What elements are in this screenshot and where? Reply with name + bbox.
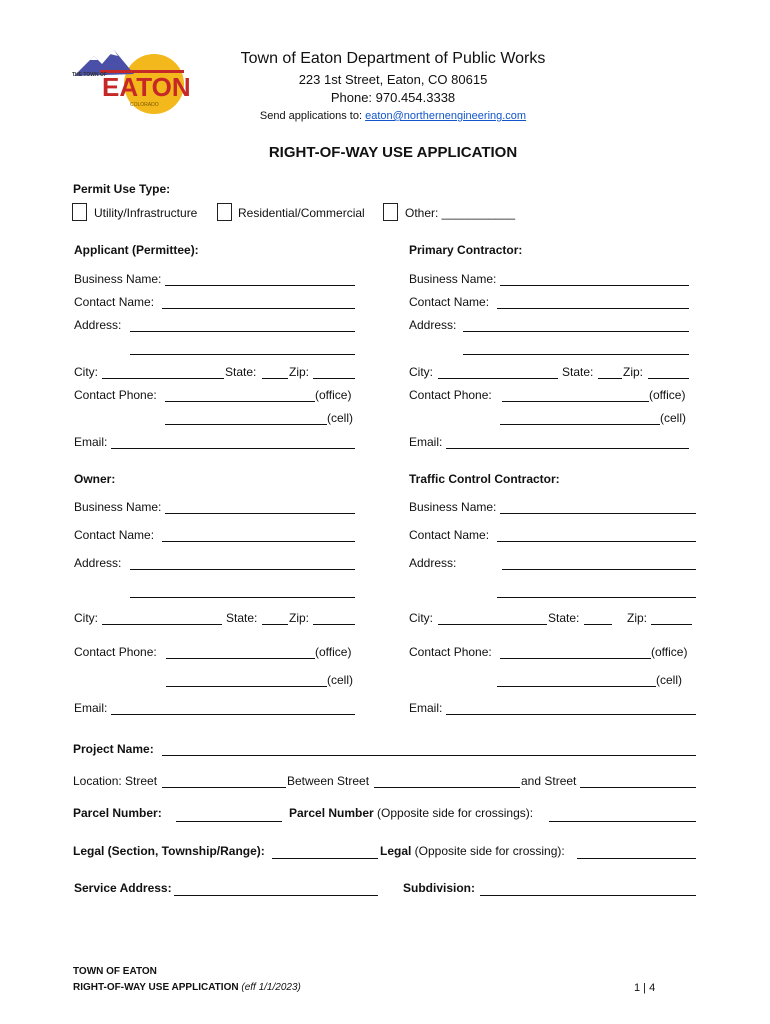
primary-phone-label: Contact Phone: <box>409 388 492 402</box>
applicant-business-field[interactable] <box>165 285 355 286</box>
primary-address-label: Address: <box>409 318 457 332</box>
primary-cell-label: (cell) <box>660 411 686 425</box>
primary-address-field-2[interactable] <box>463 354 689 355</box>
traffic-phone-label: Contact Phone: <box>409 645 492 659</box>
traffic-email-label: Email: <box>409 701 443 715</box>
primary-contact-field[interactable] <box>497 308 689 309</box>
owner-heading: Owner: <box>74 472 116 486</box>
primary-cell-field[interactable] <box>500 424 660 425</box>
primary-contractor-heading: Primary Contractor: <box>409 243 523 257</box>
parcel-opposite-rest: (Opposite side for crossings): <box>373 806 534 820</box>
owner-business-field[interactable] <box>165 513 355 514</box>
checkbox-residential[interactable] <box>217 203 232 221</box>
between-street-label: Between Street <box>287 774 370 788</box>
parcel-number-field[interactable] <box>176 821 282 822</box>
logo-small-text: THE TOWN OF <box>72 72 107 78</box>
subdivision-field[interactable] <box>480 895 696 896</box>
checkbox-utility[interactable] <box>72 203 87 221</box>
owner-cell-label: (cell) <box>327 673 353 687</box>
applicant-zip-label: Zip: <box>289 365 310 379</box>
primary-email-label: Email: <box>409 435 443 449</box>
primary-state-label: State: <box>562 365 594 379</box>
send-email-link[interactable]: eaton@northernengineering.com <box>365 110 527 122</box>
traffic-business-label: Business Name: <box>409 500 497 514</box>
owner-address-label: Address: <box>74 556 122 570</box>
primary-city-field[interactable] <box>438 378 558 379</box>
primary-office-field[interactable] <box>502 401 649 402</box>
applicant-city-label: City: <box>74 365 98 379</box>
page-number: 1 | 4 <box>634 982 656 994</box>
logo-badge-text: COLORADO <box>130 102 159 108</box>
owner-office-label: (office) <box>315 645 352 659</box>
primary-contact-label: Contact Name: <box>409 295 490 309</box>
primary-city-label: City: <box>409 365 433 379</box>
legal-label: Legal (Section, Township/Range): <box>73 844 265 858</box>
owner-address-field-2[interactable] <box>130 597 355 598</box>
owner-city-label: City: <box>74 611 98 625</box>
applicant-office-label: (office) <box>315 388 352 402</box>
traffic-contact-label: Contact Name: <box>409 528 490 542</box>
applicant-phone-label: Contact Phone: <box>74 388 157 402</box>
applicant-heading: Applicant (Permittee): <box>74 243 199 257</box>
primary-zip-label: Zip: <box>623 365 644 379</box>
service-address-label: Service Address: <box>74 881 172 895</box>
option-other-label: Other: ___________ <box>405 206 516 220</box>
legal-opposite-bold: Legal <box>380 844 412 858</box>
applicant-contact-label: Contact Name: <box>74 295 155 309</box>
location-street-label: Location: Street <box>73 774 158 788</box>
primary-email-field[interactable] <box>446 448 689 449</box>
traffic-address-field-2[interactable] <box>497 597 696 598</box>
applicant-office-field[interactable] <box>165 401 315 402</box>
logo-name: EATON <box>102 72 191 102</box>
owner-office-field[interactable] <box>166 658 315 659</box>
legal-field[interactable] <box>272 858 378 859</box>
owner-zip-field[interactable] <box>313 624 355 625</box>
primary-business-field[interactable] <box>500 285 689 286</box>
legal-opposite-rest: (Opposite side for crossing): <box>411 844 565 858</box>
permit-type-label: Permit Use Type: <box>73 182 171 196</box>
checkbox-other[interactable] <box>383 203 398 221</box>
traffic-state-label: State: <box>548 611 580 625</box>
traffic-cell-label: (cell) <box>656 673 682 687</box>
owner-state-field[interactable] <box>262 624 288 625</box>
legal-opposite-label <box>380 844 565 858</box>
owner-business-label: Business Name: <box>74 500 162 514</box>
traffic-zip-field[interactable] <box>651 624 692 625</box>
applicant-city-field[interactable] <box>102 378 224 379</box>
owner-zip-label: Zip: <box>289 611 310 625</box>
form-title: RIGHT-OF-WAY USE APPLICATION <box>268 144 518 161</box>
parcel-opposite-bold: Parcel Number <box>289 806 374 820</box>
traffic-contact-field[interactable] <box>497 541 696 542</box>
project-name-label: Project Name: <box>73 742 154 756</box>
subdivision-label: Subdivision: <box>403 881 475 895</box>
parcel-opposite-label <box>289 806 533 820</box>
applicant-business-label: Business Name: <box>74 272 162 286</box>
parcel-opposite-field[interactable] <box>549 821 696 822</box>
traffic-zip-label: Zip: <box>627 611 648 625</box>
applicant-email-label: Email: <box>74 435 108 449</box>
applicant-zip-field[interactable] <box>313 378 355 379</box>
org-phone: Phone: 970.454.3338 <box>330 90 456 105</box>
owner-email-label: Email: <box>74 701 108 715</box>
owner-phone-label: Contact Phone: <box>74 645 157 659</box>
applicant-state-field[interactable] <box>262 378 288 379</box>
applicant-cell-field[interactable] <box>165 424 327 425</box>
applicant-email-field[interactable] <box>111 448 355 449</box>
parcel-number-label: Parcel Number: <box>73 806 162 820</box>
footer-doc-line <box>73 982 301 993</box>
owner-state-label: State: <box>226 611 258 625</box>
org-street: 223 1st Street, Eaton, CO 80615 <box>298 72 488 87</box>
primary-state-field[interactable] <box>598 378 622 379</box>
applicant-contact-field[interactable] <box>162 308 355 309</box>
traffic-office-field[interactable] <box>500 658 651 659</box>
owner-cell-field[interactable] <box>166 686 327 687</box>
primary-zip-field[interactable] <box>648 378 689 379</box>
send-label: Send applications to: <box>259 110 366 122</box>
primary-business-label: Business Name: <box>409 272 497 286</box>
primary-address-field[interactable] <box>463 331 689 332</box>
traffic-address-label: Address: <box>409 556 457 570</box>
owner-address-field[interactable] <box>130 569 355 570</box>
applicant-address-label: Address: <box>74 318 122 332</box>
and-street-label: and Street <box>521 774 577 788</box>
project-name-field[interactable] <box>162 755 696 756</box>
applicant-address-field[interactable] <box>130 331 355 332</box>
traffic-city-field[interactable] <box>438 624 547 625</box>
and-street-field[interactable] <box>580 787 696 788</box>
applicant-state-label: State: <box>225 365 257 379</box>
traffic-contractor-heading: Traffic Control Contractor: <box>409 472 560 486</box>
traffic-business-field[interactable] <box>500 513 696 514</box>
service-address-field[interactable] <box>174 895 378 896</box>
owner-city-field[interactable] <box>102 624 222 625</box>
traffic-email-field[interactable] <box>446 714 696 715</box>
footer-doc: RIGHT-OF-WAY USE APPLICATION <box>73 982 239 993</box>
send-line <box>0 110 770 122</box>
option-residential-label: Residential/Commercial <box>238 206 365 220</box>
footer-town: TOWN OF EATON <box>73 966 157 977</box>
traffic-city-label: City: <box>409 611 433 625</box>
location-street-field[interactable] <box>162 787 286 788</box>
owner-contact-label: Contact Name: <box>74 528 155 542</box>
applicant-address-field-2[interactable] <box>130 354 355 355</box>
traffic-state-field[interactable] <box>584 624 612 625</box>
traffic-address-field[interactable] <box>502 569 696 570</box>
between-street-field[interactable] <box>374 787 520 788</box>
traffic-cell-field[interactable] <box>497 686 656 687</box>
traffic-office-label: (office) <box>651 645 688 659</box>
owner-email-field[interactable] <box>111 714 355 715</box>
applicant-cell-label: (cell) <box>327 411 353 425</box>
legal-opposite-field[interactable] <box>577 858 696 859</box>
option-utility-label: Utility/Infrastructure <box>94 206 198 220</box>
org-title: Town of Eaton Department of Public Works <box>240 50 546 67</box>
primary-office-label: (office) <box>649 388 686 402</box>
owner-contact-field[interactable] <box>162 541 355 542</box>
footer-eff: (eff 1/1/2023) <box>241 982 301 993</box>
